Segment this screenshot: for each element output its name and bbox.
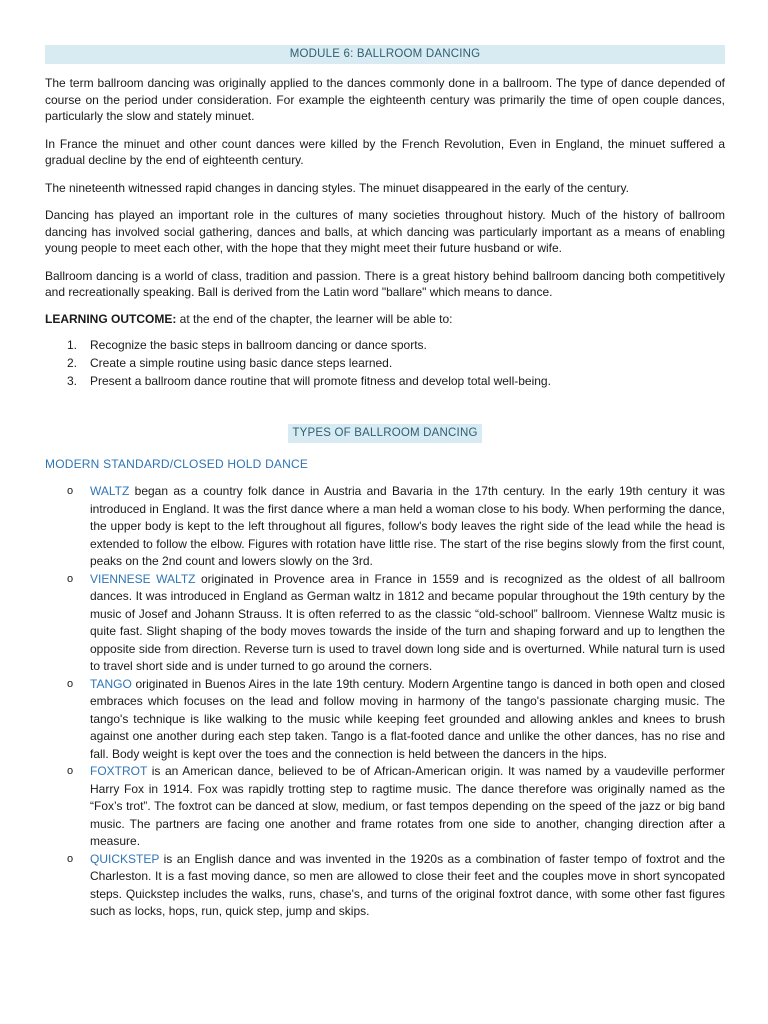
module-title: MODULE 6: BALLROOM DANCING <box>45 45 725 64</box>
outcome-item <box>45 354 725 372</box>
bullet-icon: o <box>67 572 74 585</box>
types-heading: TYPES OF BALLROOM DANCING <box>288 424 481 443</box>
outcome-text: Create a simple routine using basic dance steps learned. <box>90 356 393 370</box>
dance-name: FOXTROT <box>90 764 148 778</box>
dance-item-tango <box>45 676 725 764</box>
intro-paragraph-1: The term ballroom dancing was originally applied to the dances commonly done in a ballroom. The type of dance depended of course on the period under consideration. For example the eighteenth century was primarily the time of open couple dances, particularly the slow and stately minuet. <box>45 76 725 123</box>
learning-outcome-text: at the end of the chapter, the learner will be able to: <box>176 311 453 326</box>
learning-outcome-label: LEARNING OUTCOME: <box>45 311 177 326</box>
outcome-text: Recognize the basic steps in ballroom dancing or dance sports. <box>90 338 427 352</box>
bullet-icon: o <box>67 765 74 777</box>
outcome-item <box>45 336 725 354</box>
dance-item-quickstep <box>45 851 725 921</box>
outcome-number: 3. <box>67 374 78 388</box>
outcome-number: 1. <box>67 338 78 352</box>
intro-paragraph-3: The nineteenth witnessed rapid changes in dancing styles. The minuet disappeared in the early of the century. <box>45 180 629 195</box>
outcome-item <box>45 372 725 390</box>
dance-item-viennese-waltz <box>45 571 725 676</box>
learning-outcome <box>45 311 725 328</box>
outcome-number: 2. <box>67 356 78 370</box>
dance-name: QUICKSTEP <box>90 851 160 866</box>
dance-description: began as a country folk dance in Austria and Bavaria in the 17th century. In the early 19th century it was introduced in England. It was the first dance where a man held a woman close to his body. When performing the dance, the upper body is kept to the left throughout all figures, follow's body leaves the right side of the lead while the head is extended to follow the elbow. Figures with rotation have little rise. The start of the rise begins slowly from the first count, peaks on the 2nd count and lowers slowly on the 3rd. <box>90 484 725 568</box>
dance-item-foxtrot <box>45 763 725 851</box>
dance-name: TANGO <box>90 676 132 691</box>
dance-description: originated in Buenos Aires in the late 19th century. Modern Argentine tango is danced in both open and closed embraces which focuses on the lead and follow moving in harmony of the tango's passionate charging music. The tango's technique is like walking to the music while keeping feet grounded and allowing ankles and knees to brush against one another during each step taken. Tango is a flat-footed dance and unlike the other dances, has no rise and fall. Body weight is kept over the toes and the connection is held between the dancers in the hips. <box>90 676 725 761</box>
dance-item-waltz <box>45 483 725 571</box>
dance-list <box>45 483 725 921</box>
dance-description: is an English dance and was invented in the 1920s as a combination of faster tempo of foxtrot and the Charleston. It is a fast moving dance, so men are allowed to close their feet and the couples move in short syncopated steps. Quickstep includes the walks, runs, chase's, and turns of the original foxtrot dance, with some other fast figures such as locks, hops, run, quick step, jump and skips. <box>90 851 725 918</box>
intro-paragraph-2: In France the minuet and other count dances were killed by the French Revolution, Even in England, the minuet suffered a gradual decline by the end of eighteenth century. <box>45 136 725 167</box>
bullet-icon: o <box>67 485 74 497</box>
bullet-icon: o <box>67 677 74 690</box>
outcome-text: Present a ballroom dance routine that will promote fitness and develop total well-being. <box>90 374 551 388</box>
dance-name: WALTZ <box>90 484 130 498</box>
bullet-icon: o <box>67 852 74 865</box>
types-heading-wrap <box>45 423 725 443</box>
section-heading: MODERN STANDARD/CLOSED HOLD DANCE <box>45 457 309 471</box>
dance-name: VIENNESE WALTZ <box>90 571 196 586</box>
dance-description: is an American dance, believed to be of African-American origin. It was named by a vaudeville performer Harry Fox in 1914. Fox was rapidly trotting step to ragtime music. The dance therefore was originally named as the “Fox’s trot”. The foxtrot can be danced at slow, medium, or fast tempos depending on the speed of the jazz or big band music. The partners are facing one another and frame rotates from one side to another, changing direction after a measure. <box>90 764 725 848</box>
outcome-list <box>45 336 725 390</box>
intro-paragraph-4: Dancing has played an important role in the cultures of many societies throughout history. Much of the history of ballroom dancing has involved social gathering, dances and balls, at which dancing was particularly important as a means of enabling young people to meet each other, with the hope that they might meet their future husband or wife. <box>45 208 725 255</box>
document-page <box>45 45 725 921</box>
dance-description: originated in Provence area in France in 1559 and is recognized as the oldest of all ballroom dances. It was introduced in England as German waltz in 1812 and became popular throughout the 19th century by the music of Josef and Johann Strauss. It is often referred to as the classic “old-school” ballroom. Viennese Waltz music is quite fast. Slight shaping of the body moves towards the inside of the turn and shaping forward and up to lengthen the opposite side from direction. Reverse turn is used to travel down long side and is overturned. While natural turn is used to travel short side and is under turned to go around the corners. <box>90 571 725 673</box>
intro-paragraph-5: Ballroom dancing is a world of class, tradition and passion. There is a great history behind ballroom dancing both competitively and recreationally speaking. Ball is derived from the Latin word "ballare" which means to dance. <box>45 268 725 299</box>
